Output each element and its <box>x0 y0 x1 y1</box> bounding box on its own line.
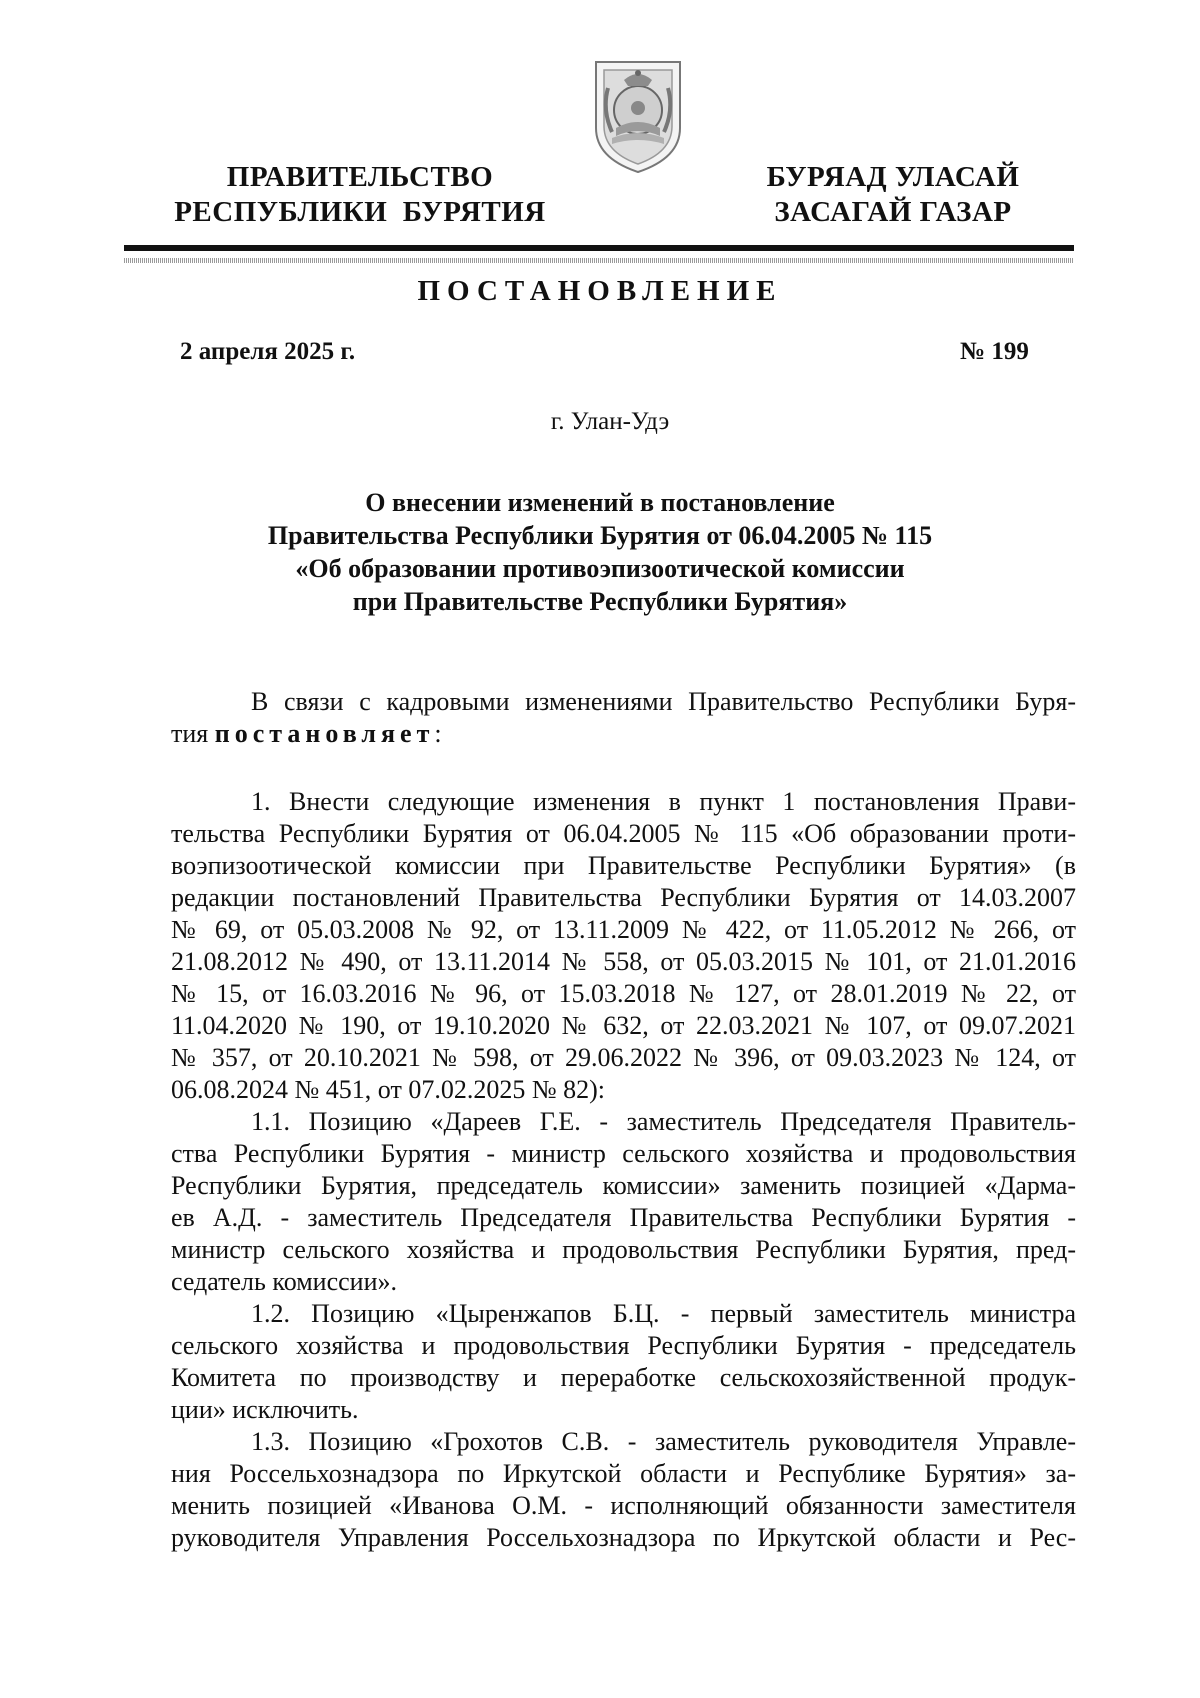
paragraph-line: редакции постановлений Правительства Республики Бурятия от 14.03.2007 <box>171 883 1076 912</box>
paragraph-line: министр сельского хозяйства и продовольствия Республики Бурятия, пред- <box>171 1235 1076 1264</box>
org-name-buryat-line1: БУРЯАД УЛАСАЙ <box>766 161 1020 193</box>
paragraph-line: менить позицией «Иванова О.М. - исполняющий обязанности заместителя <box>171 1491 1076 1520</box>
org-name-russian-line1: ПРАВИТЕЛЬСТВО <box>226 161 494 193</box>
document-city: г. Улан-Удэ <box>550 408 670 435</box>
title-line: «Об образовании противоэпизоотической комиссии <box>295 554 905 583</box>
org-name-russian <box>150 160 570 230</box>
org-name-buryat-line2: ЗАСАГАЙ ГАЗАР <box>774 196 1012 228</box>
paragraph-line: 1.2. Позицию «Цыренжапов Б.Ц. - первый заместитель министра <box>251 1299 1076 1328</box>
document-type-heading: ПОСТАНОВЛЕНИЕ <box>417 275 783 307</box>
document-title <box>200 486 1000 618</box>
document-body <box>171 686 1076 1554</box>
paragraph-line: № 357, от 20.10.2021 № 598, от 29.06.2022 № 396, от 09.03.2023 № 124, от <box>171 1043 1076 1072</box>
title-line: О внесении изменений в постановление <box>365 488 835 517</box>
paragraph-line: тельства Республики Бурятия от 06.04.2005 № 115 «Об образовании проти- <box>171 819 1076 848</box>
preamble-prefix: тия <box>171 719 209 748</box>
preamble-suffix: : <box>434 719 442 748</box>
preamble-line <box>171 718 1076 750</box>
paragraph-line: Комитета по производству и переработке сельскохозяйственной продук- <box>171 1363 1076 1392</box>
org-name-russian-line2: РЕСПУБЛИКИ БУРЯТИЯ <box>174 196 546 228</box>
paragraph-line: 1.1. Позицию «Дареев Г.Е. - заместитель Председателя Правитель- <box>251 1107 1076 1136</box>
document-date: 2 апреля 2025 г. <box>180 338 356 365</box>
paragraph-line: № 69, от 05.03.2008 № 92, от 13.11.2009 № 422, от 11.05.2012 № 266, от <box>171 915 1076 944</box>
paragraph-line: ев А.Д. - заместитель Председателя Правительства Республики Бурятия - <box>171 1203 1076 1232</box>
paragraph-line: 21.08.2012 № 490, от 13.11.2014 № 558, от 05.03.2015 № 101, от 21.01.2016 <box>171 947 1076 976</box>
paragraph-line: воэпизоотической комиссии при Правительстве Республики Бурятия» (в <box>171 851 1076 880</box>
paragraph-line: 11.04.2020 № 190, от 19.10.2020 № 632, от 22.03.2021 № 107, от 09.07.2021 <box>171 1011 1076 1040</box>
paragraph-line: седатель комиссии». <box>171 1267 397 1296</box>
paragraph-line: ции» исключить. <box>171 1395 359 1424</box>
paragraph-line: Республики Бурятия, председатель комиссии» заменить позицией «Дарма- <box>171 1171 1076 1200</box>
paragraph-line: № 15, от 16.03.2016 № 96, от 15.03.2018 № 127, от 28.01.2019 № 22, от <box>171 979 1076 1008</box>
paragraph-line: ния Россельхознадзора по Иркутской области и Республике Бурятия» за- <box>171 1459 1076 1488</box>
paragraph-line: 1.3. Позицию «Грохотов С.В. - заместитель руководителя Управле- <box>251 1427 1076 1456</box>
coat-of-arms-icon <box>590 58 686 176</box>
preamble-line: В связи с кадровыми изменениями Правительство Республики Буря- <box>251 687 1076 716</box>
header-divider-thin <box>124 258 1074 263</box>
title-line: Правительства Республики Бурятия от 06.04.2005 № 115 <box>267 521 933 550</box>
header-divider-thick <box>124 245 1074 251</box>
paragraph-line: руководителя Управления Россельхознадзора по Иркутской области и Рес- <box>171 1523 1076 1552</box>
title-line: при Правительстве Республики Бурятия» <box>352 587 848 616</box>
paragraph-line: 06.08.2024 № 451, от 07.02.2025 № 82): <box>171 1075 606 1104</box>
org-name-buryat <box>728 160 1058 230</box>
paragraph-line: ства Республики Бурятия - министр сельского хозяйства и продовольствия <box>171 1139 1076 1168</box>
paragraph-line: 1. Внести следующие изменения в пункт 1 постановления Прави- <box>251 787 1076 816</box>
paragraph-line: сельского хозяйства и продовольствия Республики Бурятия - председатель <box>171 1331 1076 1360</box>
preamble-keyword: постановляет <box>214 719 435 748</box>
document-number: № 199 <box>960 338 1029 365</box>
